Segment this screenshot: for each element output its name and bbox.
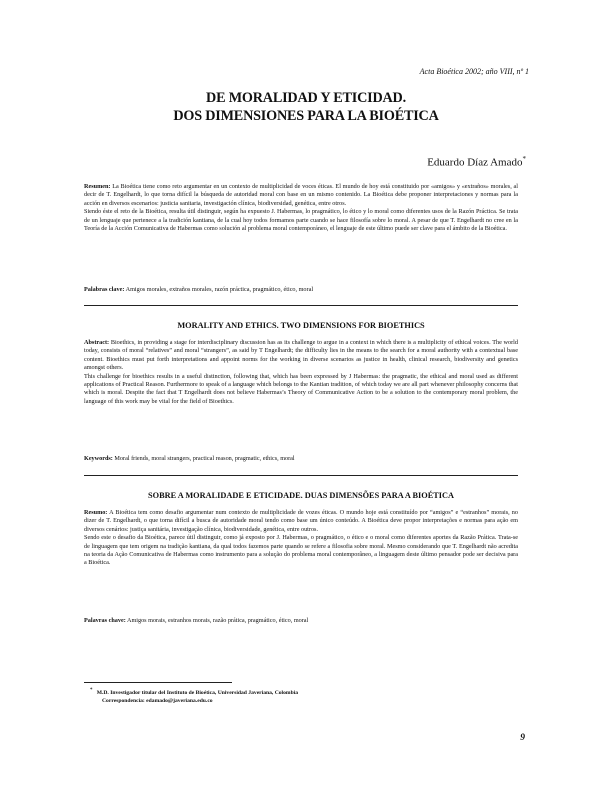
portuguese-abstract-text-1: A Bioética tem como desafio argumentar num contexto de multiplicidade de vozes éticas. O mundo hoje está constituído por “amigos” e “estranhos” morais, no dizer de T. Engelhardt, o que torna difícil a busca de autoridade moral tendo como base um único conteúdo. A Bioética deve propor interpretações e normas para ação em diversos cenários: justiça sanitária, investigação clínica, biodiversidade, genética, entre outros. bbox=[84, 509, 518, 533]
portuguese-abstract-text-2: Sendo este o desafio da Bioética, parece útil distinguir, como já exposto por J. Habermas, o pragmático, o ético e o moral como diferentes aportes da Razão Prática. Trata-se de linguagem que tem origem na tradição kantiana, da qual todos fazemos parte quando se refere a filosofia sobre moral. Mesmo considerando que T. Engelhardt não acredita na teoria da Ação Comunicativa de Habermas como instrumento para a solução do problema moral contemporâneo, a linguagem deste último pensador pode ser decisiva para a Bioética. bbox=[84, 534, 518, 567]
page-number: 9 bbox=[520, 733, 525, 743]
title-line-2: DOS DIMENSIONES PARA LA BIOÉTICA bbox=[173, 108, 439, 124]
portuguese-keywords-text: Amigos morais, estranhos morais, razão prática, pragmático, ético, moral bbox=[126, 617, 309, 624]
portuguese-abstract-label: Resumo: bbox=[84, 509, 108, 516]
english-abstract bbox=[84, 339, 518, 406]
portuguese-section-title: SOBRE A MORALIDADE E ETICIDADE. DUAS DIMENSÕES PARA A BIOÉTICA bbox=[148, 491, 454, 500]
author-footnote-marker: * bbox=[522, 155, 526, 163]
portuguese-keywords bbox=[84, 617, 518, 625]
spanish-abstract-text-1: La Bioética tiene como reto argumentar en un contexto de multiplicidad de voces éticas. El mundo de hoy está constituido por «amigos» y «extraños» morales, al decir de T. Engelhardt, lo que torna difícil la búsqueda de autoridad moral con base en un mismo contenido. La Bioética debe proponer interpretaciones y normas para la acción en diversos escenarios: justicia sanitaria, investigación clínica, biodiversidad, genética, entre otros. bbox=[84, 183, 519, 207]
spanish-abstract-paragraph-1 bbox=[84, 183, 518, 208]
spanish-abstract-label: Resumen: bbox=[84, 183, 111, 190]
article-title bbox=[84, 89, 528, 125]
footnote bbox=[90, 687, 298, 706]
section-divider-2 bbox=[84, 475, 518, 476]
portuguese-keywords-label: Palavras chave: bbox=[84, 617, 126, 624]
english-abstract-paragraph-2 bbox=[84, 373, 518, 407]
portuguese-abstract-paragraph-2 bbox=[84, 534, 518, 568]
english-keywords-label: Keywords: bbox=[84, 455, 113, 462]
author-line bbox=[427, 155, 526, 169]
portuguese-abstract-paragraph-1 bbox=[84, 509, 518, 534]
author-name: Eduardo Díaz Amado bbox=[427, 156, 523, 169]
english-keywords-text: Moral friends, moral strangers, practical reason, pragmatic, ethics, moral bbox=[114, 455, 295, 462]
english-abstract-paragraph-1 bbox=[84, 339, 518, 373]
english-keywords bbox=[84, 455, 518, 463]
spanish-keywords-text: Amigos morales, extraños morales, razón práctica, pragmático, ético, moral bbox=[125, 286, 314, 293]
spanish-keywords bbox=[84, 286, 518, 294]
portuguese-abstract bbox=[84, 509, 518, 568]
footnote-correspondence: Correspondencia: edamado@javeriana.edu.co bbox=[102, 698, 213, 705]
footnote-affiliation: M.D. Investigador titular del Instituto de Bioética, Universidad Javeriana, Colombia bbox=[96, 689, 299, 696]
english-abstract-label: Abstract: bbox=[84, 339, 110, 346]
spanish-abstract-paragraph-2 bbox=[84, 208, 518, 233]
journal-reference: Acta Bioética 2002; año VIII, nº 1 bbox=[419, 67, 529, 76]
title-line-1: DE MORALIDAD Y ETICIDAD. bbox=[206, 90, 406, 106]
footnote-line-1 bbox=[90, 687, 298, 697]
spanish-abstract-text-2: Siendo éste el reto de la Bioética, resulta útil distinguir, según ha expuesto J. Habermas, lo pragmático, lo ético y lo moral como diferentes usos de la Razón Práctica. Se trata de un lenguaje que pertenece a la tradición kantiana, de la cual hoy todos formamos parte cuando se hace filosofía sobre lo moral. A pesar de que T. Engelhardt no cree en la Teoría de la Acción Comunicativa de Habermas como solución al problema moral contemporáneo, el lenguaje de este último puede ser clave para el ámbito de la Bioética. bbox=[84, 208, 518, 233]
footnote-rule bbox=[84, 682, 232, 683]
english-abstract-text-1: Bioethics, in providing a stage for interdisciplinary discussion has as its challenge to argue in a context in which there is a multiplicity of ethical voices. The world today, consists of moral “relatives” and moral “strangers”, as said by T Engelhardt; the difficulty lies in the means to the search for a moral authority with a contextual base content. Bioethics must put forth interpretations and appoint norms for the working in diverse scenarios as justice in health, clinical research, biodiversity and genetics amongst others. bbox=[84, 339, 518, 372]
spanish-keywords-label: Palabras clave: bbox=[84, 286, 125, 293]
footnote-marker: * bbox=[90, 688, 93, 693]
section-divider-1 bbox=[84, 305, 518, 306]
spanish-abstract bbox=[84, 183, 518, 233]
english-abstract-text-2: This challenge for bioethics results in a useful distinction, following that, which has been expressed by J Habermas: the pragmatic, the ethical and moral used as different applications of Practical Reason. Furthermore to speak of a language which belongs to the Kantian tradition, of which today we are all part whenever philosophy concerns that which is moral. Despite the fact that T Engelhardt does not believe Habermas’s Theory of Communicative Action to be a solution to the contemporary moral problem, the language of this work may be vital for the field of Bioethics. bbox=[84, 372, 518, 405]
english-section-title: MORALITY AND ETHICS. TWO DIMENSIONS FOR BIOETHICS bbox=[177, 321, 425, 330]
